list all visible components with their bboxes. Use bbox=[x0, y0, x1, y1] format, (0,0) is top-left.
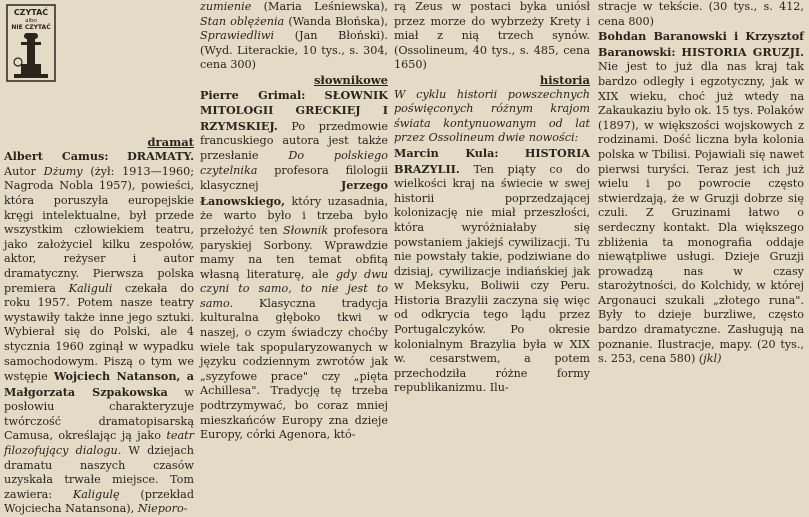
author-name: Albert Camus: bbox=[4, 149, 109, 164]
book-title: HISTORIA BRAZYLII. bbox=[394, 145, 590, 176]
svg-text:albo: albo bbox=[25, 18, 37, 24]
review-grimal: Pierre Grimal: SŁOWNIK MITOLOGII GRECKIEJ I RZYMSKIEJ. Po przedmowie francuskiego autora jest także przesłanie Do polskiego czytelnika profesora filologii klasycznej Jerzego Łanowskiego, który uzasadnia, że warto było i trzeba było przełożyć ten Słownik profesora paryskiej Sorbony. Wprawdzie mamy na ten temat obfitą własną literaturę, ale gdy dwu czyni to samo, to nie jest to samo. Klasyczna tradycja kulturalna głęboko tkwi w naszej, o czym świadczy choćby wiele tak spopularyzowanych w języku codziennym zwrotów jak „syzyfowe prace" czy „pięta Achillesa". Tradycję tę trzeba podtrzymywać, bo coraz mniej mieszkańców Europy zna dzieje Europy, córki Agenora, któ- bbox=[200, 87, 389, 442]
series-intro: W cyklu historii powszechnych poświęconych różnym krajom świata kontynuowanym od lat przez Ossolineum dwie nowości: bbox=[394, 87, 590, 145]
author-name: Pierre Grimal: bbox=[200, 87, 306, 102]
czytac-albo-nie-czytac-logo bbox=[6, 4, 56, 82]
review-camus: Albert Camus: DRAMATY. Autor Dżumy (żył: 1913—1960; Nagroda Nobla 1957), powieści, która poruszyła europejskie kręgi intelektualne, był przede wszystkim człowiekiem teatru, jako założyciel kilku zespołów, aktor, reżyser i autor dramatyczny. Pierwsza polska premiera Kaliguli czekała do roku 1957. Potem nasze teatry wystawiły także inne jego sztuki. Wybierał się do Polski, ale 4 stycznia 1960 zginął w wypadku samochodowym. Piszą o tym we wstępie Wojciech Natanson, a Małgorzata Szpakowska w posłowiu charakteryzuje twórczość dramatopisarską Camusa, określając ją jako teatr filozofujący dialogu. W dziejach dramatu naszych czasów uzyskała trwałe miejsce. Tom zawiera: Kaligulę (przekład Wojciecha Natansona), Nieporo- bbox=[4, 149, 194, 516]
section-heading-historia: historia bbox=[539, 72, 590, 87]
review-kula: Marcin Kula: HISTORIA BRAZYLII. Ten piąty co do wielkości kraj na świecie w swej historii poprzedzającej kolonizację nie miał przeszłości, która wyróżniałaby się powstaniem jakiejś cywilizacji. Tu nie powstały takie, podziwiane do dzisiaj, cywilizacje indiańskiej jak w Meksyku, Boliwii czy Peru. Historia Brazylii zaczyna się więc od odkrycia tego lądu przez Portugalczyków. Po okresie kolonialnym Brazylia była w XIX w. cesarstwem, a potem przechodziła różne formy republikanizmu. Ilu- bbox=[394, 145, 590, 395]
column-3 bbox=[394, 0, 590, 396]
author-name: Bohdan Baranowski i Krzysztof Baranowski: bbox=[598, 29, 804, 59]
svg-text:NIE CZYTAĆ: NIE CZYTAĆ bbox=[11, 24, 51, 31]
book-title: SŁOWNIK MITOLOGII GRECKIEJ I RZYMSKIEJ. bbox=[200, 87, 389, 133]
column-1 bbox=[4, 0, 194, 517]
svg-text:CZYTAĆ: CZYTAĆ bbox=[13, 8, 49, 17]
column-2 bbox=[200, 0, 388, 443]
book-title: HISTORIA GRUZJI. bbox=[681, 44, 804, 59]
review-grimal-continued: rą Zeus w postaci byka uniósł przez morze do wybrzeży Krety i miał z nią trzech synów. (Ossolineum, 40 tys., s. 485, cena 1650) bbox=[394, 0, 590, 72]
author-name: Marcin Kula: bbox=[394, 145, 499, 160]
section-heading-dramat: dramat bbox=[147, 134, 194, 149]
section-heading-slownikowe: słownikowe bbox=[313, 72, 388, 87]
column-4 bbox=[598, 0, 804, 367]
review-kula-continued: stracje w tekście. (30 tys., s. 412, cena 800) bbox=[598, 0, 804, 28]
review-camus-continued: zumienie (Maria Leśniewska), Stan oblężenia (Wanda Błońska), Sprawiedliwi (Jan Błoński). (Wyd. Literackie, 10 tys., s. 304, cena 300) bbox=[200, 0, 389, 72]
signature: (jkl) bbox=[698, 352, 722, 366]
book-title: DRAMATY. bbox=[127, 149, 194, 164]
review-baranowski: Bohdan Baranowski i Krzysztof Baranowski: HISTORIA GRUZJI. Nie jest to już dla nas kraj tak bardzo odległy i egzotyczny, jak w XIX wieku, choć już wtedy na Zakaukaziu było ok. 15 tys. Polaków (1897), w większości wojskowych z rodzinami. Dość liczna była kolonia polska w Tbilisi. Pojawiali się nawet pierwsi turyści. Teraz jest ich już wielu i po powrocie często stwierdzają, że w Gruzji dobrze się czuli. Z Gruzinami łatwo o serdeczny kontakt. Dla większego zbliżenia ta monografia oddaje niewątpliwe usługi. Dzieje Gruzji prowadzą nas w czasy starożytności, do Kolchidy, w której Argonauci szukali „złotego runa". Były to dzieje burzliwe, często bardzo dramatyczne. Zasługują na poznanie. Ilustracje, mapy. (20 tys., s. 253, cena 580) (jkl) bbox=[598, 29, 804, 366]
